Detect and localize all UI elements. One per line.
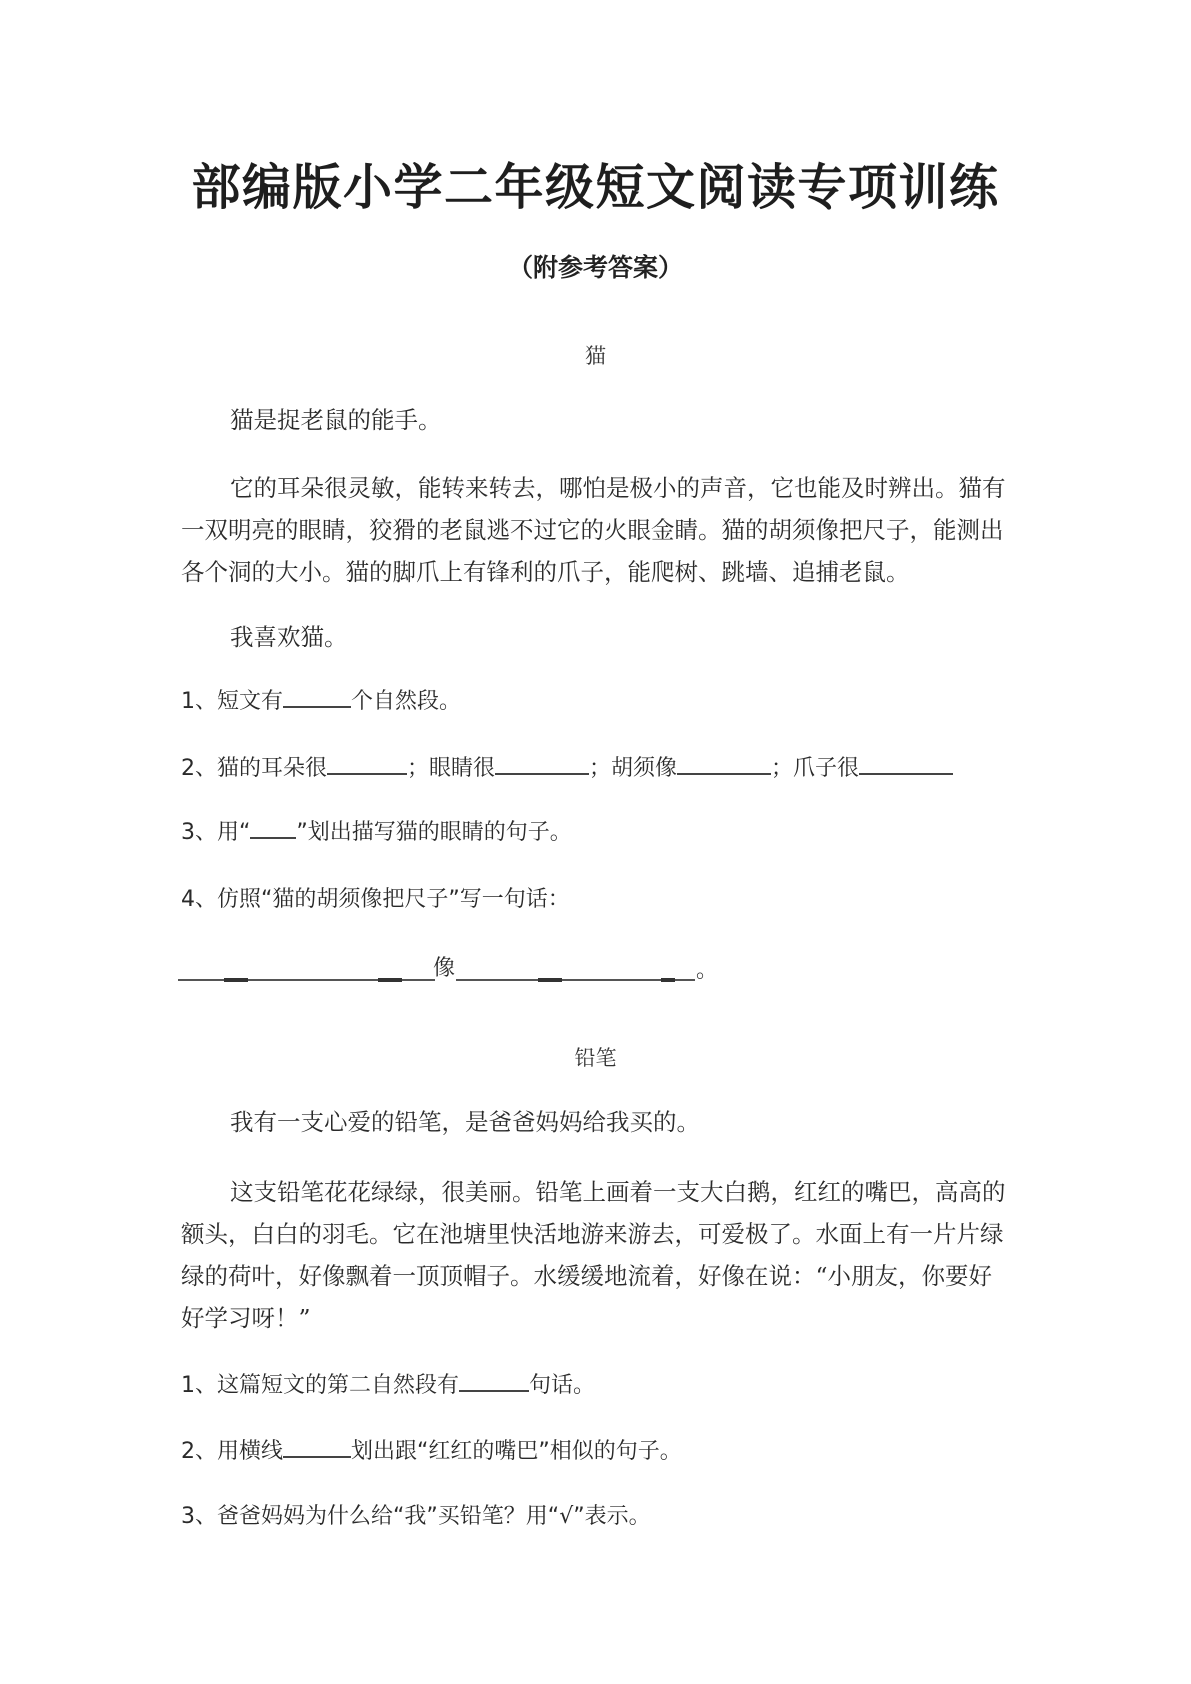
question-4: 4、仿照“猫的胡须像把尺子”写一句话： bbox=[181, 887, 570, 912]
question-text: 2、猫的耳朵很 bbox=[181, 756, 327, 781]
paragraph-line: 这支铅笔花花绿绿，很美丽。铅笔上画着一支大白鹅，红红的嘴巴，高高的 bbox=[230, 1178, 1006, 1206]
paragraph-line: 额头，白白的羽毛。它在池塘里快活地游来游去，可爱极了。水面上有一片片绿 bbox=[181, 1220, 1004, 1248]
question-text: ；眼睛很 bbox=[407, 756, 496, 781]
question-text: 1、这篇短文的第二自然段有 bbox=[181, 1373, 459, 1398]
answer-blank[interactable] bbox=[677, 751, 771, 775]
answer-blank[interactable] bbox=[495, 751, 589, 775]
answer-middle-word: 像 bbox=[433, 956, 456, 981]
paragraph-line: 好学习呀！” bbox=[181, 1304, 311, 1332]
question-1 bbox=[181, 1368, 1011, 1402]
passage-heading-cat: 猫 bbox=[585, 344, 606, 368]
answer-blank[interactable] bbox=[859, 751, 953, 775]
answer-blank[interactable] bbox=[283, 1434, 351, 1458]
question-1 bbox=[181, 684, 1011, 718]
question-text: 句话。 bbox=[529, 1373, 596, 1398]
document-title: 部编版小学二年级短文阅读专项训练 bbox=[191, 159, 1000, 216]
question-text: 1、短文有 bbox=[181, 689, 283, 714]
question-2 bbox=[181, 751, 1011, 785]
passage-paragraph: 我有一支心爱的铅笔，是爸爸妈妈给我买的。 bbox=[230, 1108, 700, 1136]
question-text: ”划出描写猫的眼睛的句子。 bbox=[296, 820, 572, 845]
question-text: ；胡须像 bbox=[589, 756, 678, 781]
paragraph-line: 各个洞的大小。猫的脚爪上有锋利的爪子，能爬树、跳墙、追捕老鼠。 bbox=[181, 558, 910, 586]
paragraph-line: 一双明亮的眼睛，狡猾的老鼠逃不过它的火眼金睛。猫的胡须像把尺子，能测出 bbox=[181, 516, 1004, 544]
question-text: 3、用“ bbox=[181, 820, 251, 845]
document-subtitle: （附参考答案） bbox=[507, 253, 683, 282]
passage-paragraph: 我喜欢猫。 bbox=[230, 623, 348, 651]
question-text: ；爪子很 bbox=[771, 756, 860, 781]
question-text: 个自然段。 bbox=[351, 689, 462, 714]
answer-blank[interactable] bbox=[459, 1368, 529, 1392]
passage-paragraph: 猫是捉老鼠的能手。 bbox=[230, 406, 442, 434]
paragraph-line: 绿的荷叶，好像飘着一顶顶帽子。水缓缓地流着，好像在说：“小朋友，你要好 bbox=[181, 1262, 993, 1290]
paragraph-line: 它的耳朵很灵敏，能转来转去，哪怕是极小的声音，它也能及时辨出。猫有 bbox=[230, 474, 1006, 502]
answer-end-punct: 。 bbox=[696, 958, 719, 983]
underline-mark bbox=[250, 817, 296, 839]
answer-blank[interactable] bbox=[283, 684, 351, 708]
question-3 bbox=[181, 817, 1011, 849]
passage-heading-pencil: 铅笔 bbox=[574, 1046, 617, 1070]
question-3: 3、爸爸妈妈为什么给“我”买铅笔？用“√”表示。 bbox=[181, 1504, 651, 1529]
question-text: 划出跟“红红的嘴巴”相似的句子。 bbox=[351, 1439, 682, 1464]
question-text: 2、用横线 bbox=[181, 1439, 283, 1464]
question-2 bbox=[181, 1434, 1011, 1468]
answer-blank[interactable] bbox=[327, 751, 407, 775]
